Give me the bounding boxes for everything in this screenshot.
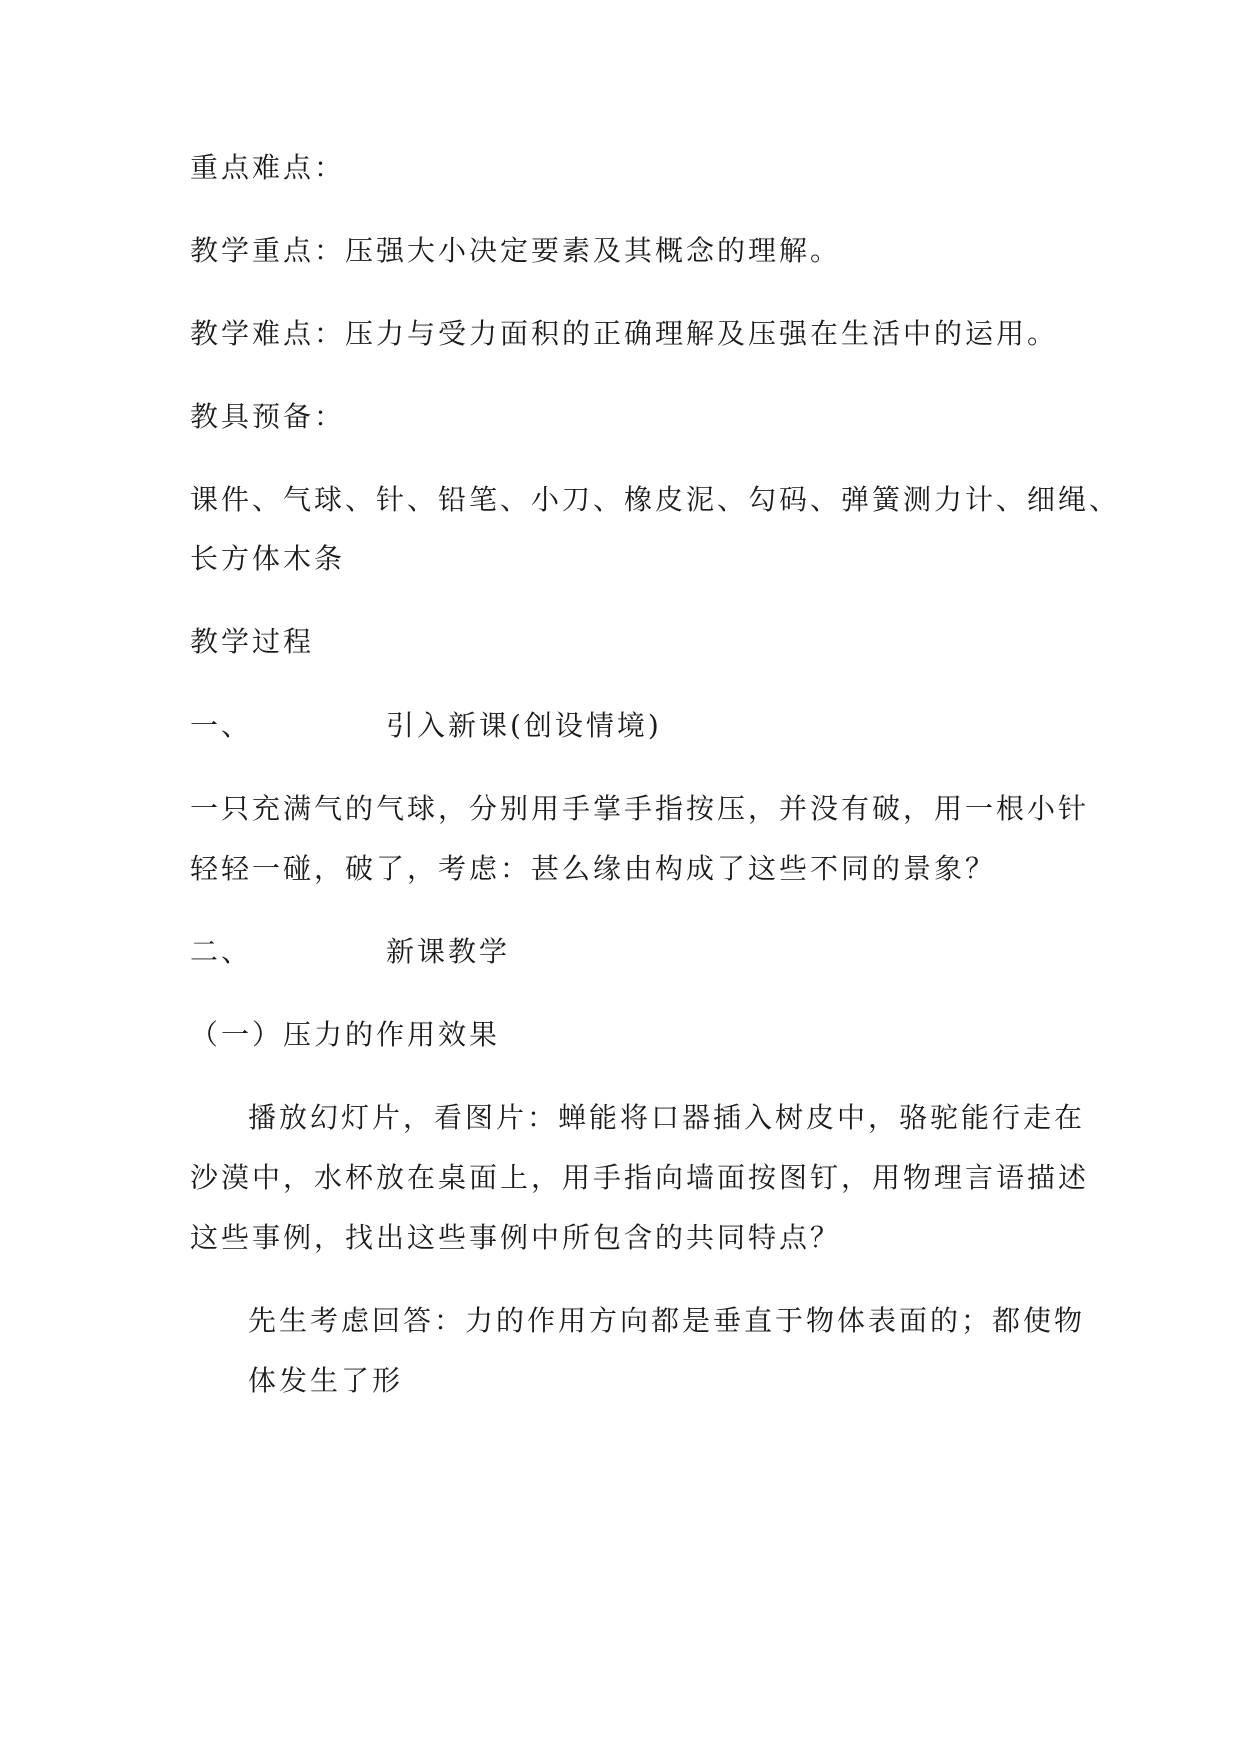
teaching-difficulty-text: 教学难点：压力与受力面积的正确理解及压强在生活中的运用。 [190,317,1059,350]
materials-line-1: 课件、气球、针、铅笔、小刀、橡皮泥、勾码、弹簧测力计、细绳、 [190,483,1121,516]
teaching-focus-text: 教学重点：压强大小决定要素及其概念的理解。 [190,234,842,267]
materials-heading: 教具预备： [190,400,346,433]
subsection-1-heading: （一）压力的作用效果 [190,1018,501,1051]
key-points-heading: 重点难点： [190,151,346,184]
intro-line-1: 一只充满气的气球，分别用手掌手指按压，并没有破，用一根小针 [190,792,1090,825]
section-2-heading [0,932,1241,972]
answer-line-2: 体发生了形 [248,1364,404,1397]
section-2-number: 二、 [190,935,253,968]
answer-line-1: 先生考虑回答：力的作用方向都是垂直于物体表面的；都使物 [248,1304,1086,1337]
section-2-title: 新课教学 [386,935,511,968]
slides-line-2: 沙漠中，水杯放在桌面上，用手指向墙面按图钉，用物理言语描述 [190,1161,1090,1194]
section-1-title: 引入新课(创设情境) [386,709,662,742]
section-1-heading [0,706,1241,746]
slides-line-3: 这些事例，找出这些事例中所包含的共同特点？ [190,1221,842,1254]
intro-line-2: 轻轻一碰，破了，考虑：甚么缘由构成了这些不同的景象？ [190,852,997,885]
materials-line-2: 长方体木条 [190,542,346,575]
process-heading: 教学过程 [190,625,315,658]
slides-line-1: 播放幻灯片，看图片：蝉能将口器插入树皮中，骆驼能行走在 [248,1101,1086,1134]
section-1-number: 一、 [190,709,253,742]
